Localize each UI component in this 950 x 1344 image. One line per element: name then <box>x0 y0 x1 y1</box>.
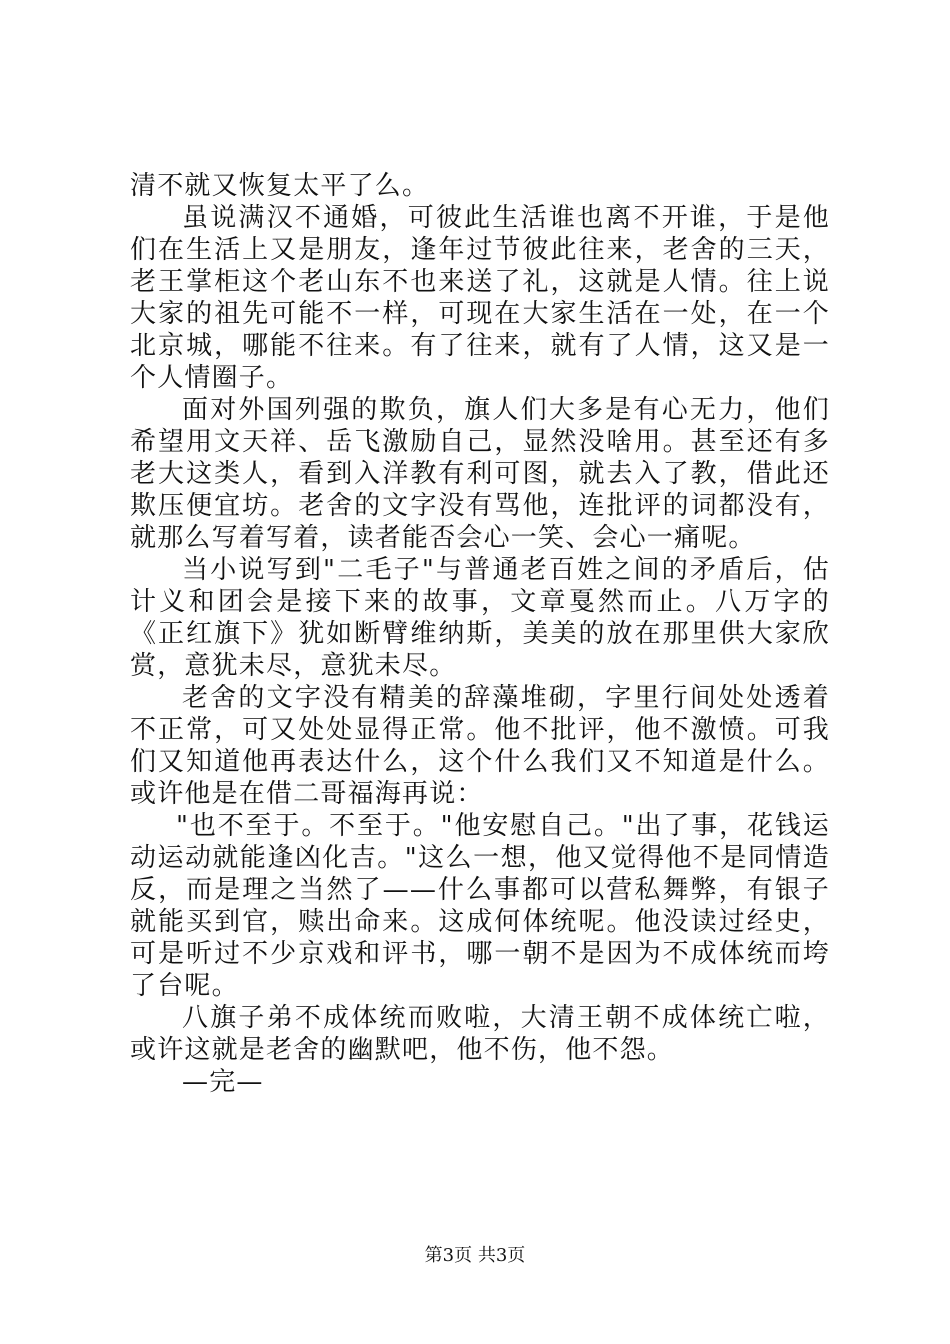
paragraph-3: 面对外国列强的欺负，旗人们大多是有心无力，他们希望用文天祥、岳飞激励自己，显然没啥用。甚至还有多老大这类人，看到入洋教有利可图，就去入了教，借此还欺压便宜坊。老舍的文字没有骂他，连批评的词都没有，就那么写着写着，读者能否会心一笑、会心一痛呢。 <box>130 395 830 553</box>
page-number: 第3页 共3页 <box>424 1245 526 1266</box>
paragraph-1: 清不就又恢复太平了么。 <box>130 171 430 201</box>
paragraph-2: 虽说满汉不通婚，可彼此生活谁也离不开谁，于是他们在生活上又是朋友，逢年过节彼此往来，老舍的三天，老王掌柜这个老山东不也来送了礼，这就是人情。往上说大家的祖先可能不一样，可现在大家生活在一处，在一个北京城，哪能不往来。有了往来，就有了人情，这又是一个人情圈子。 <box>130 203 830 393</box>
document-body <box>130 170 830 1098</box>
quoted-passage: "也不至于。不至于。"他安慰自己。"出了事，花钱运动运动就能逢凶化吉。"这么一想，他又觉得他不是同情造反，而是理之当然了——什么事都可以营私舞弊，有银子就能买到官，赎出命来。这成何体统呢。他没读过经史，可是听过不少京戏和评书，哪一朝不是因为不成体统而垮了台呢。 <box>130 811 830 1001</box>
paragraph-7: 八旗子弟不成体统而败啦，大清王朝不成体统亡啦，或许这就是老舍的幽默吧，他不伤，他不怨。 <box>130 1003 830 1065</box>
paragraph-5: 老舍的文字没有精美的辞藻堆砌，字里行间处处透着不正常，可又处处显得正常。他不批评，他不激愤。可我们又知道他再表达什么，这个什么我们又不知道是什么。或许他是在借二哥福海再说： <box>130 683 830 809</box>
end-mark: —完— <box>182 1067 264 1097</box>
paragraph-4: 当小说写到"二毛子"与普通老百姓之间的矛盾后，估计义和团会是接下来的故事，文章戛然而止。八万字的《正红旗下》犹如断臂维纳斯，美美的放在那里供大家欣赏，意犹未尽，意犹未尽。 <box>130 555 830 681</box>
page-footer <box>0 1244 950 1268</box>
